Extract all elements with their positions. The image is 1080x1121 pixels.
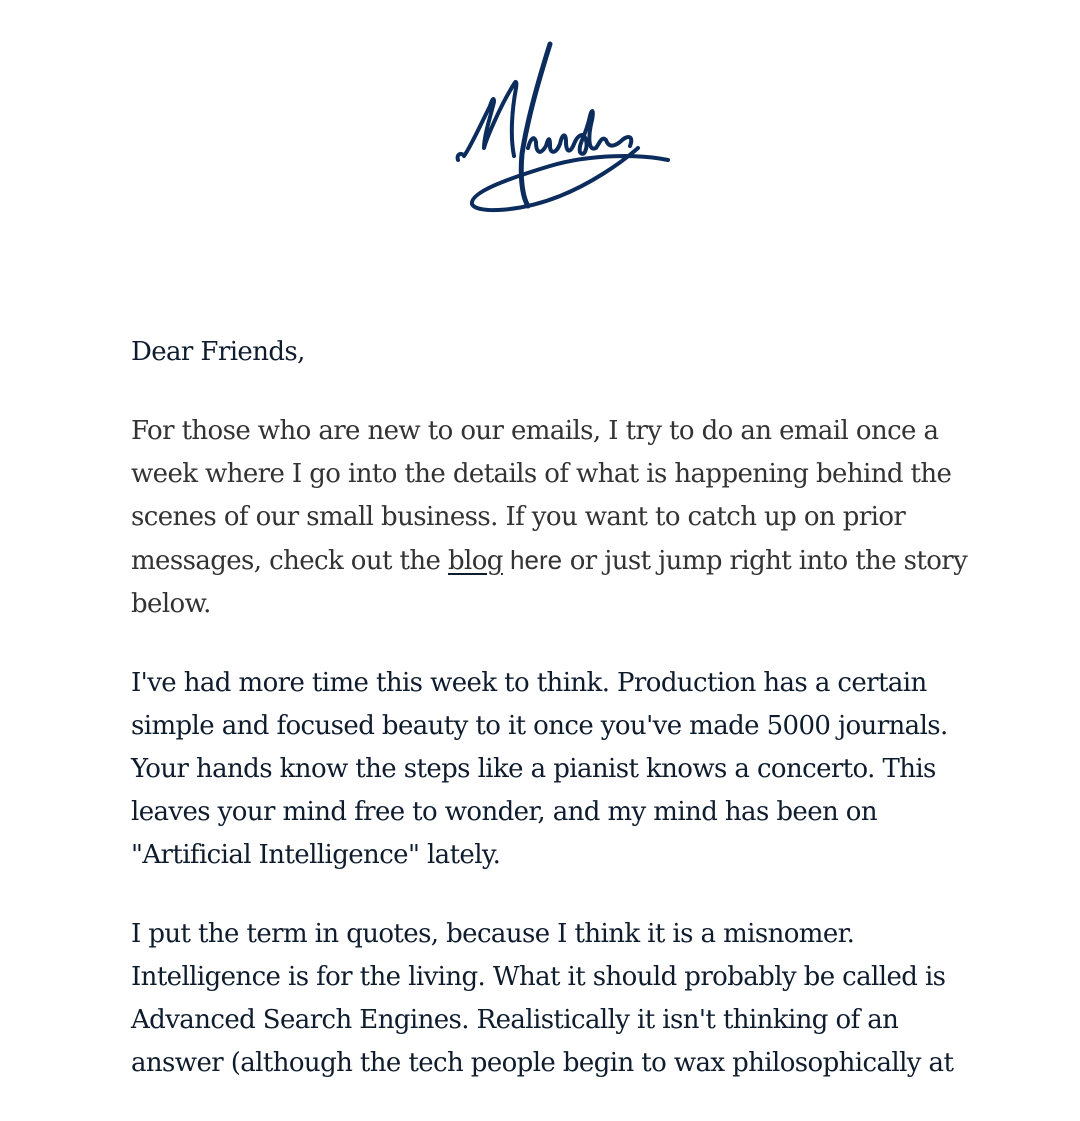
greeting: Dear Friends, — [131, 337, 305, 367]
paragraph-line: "Artificial Intelligence" lately. — [131, 840, 501, 870]
text-segment: or just jump right into the story — [562, 546, 968, 576]
paragraph-line: Intelligence is for the living. What it should probably be called is — [131, 962, 946, 992]
paragraph-line: leaves your mind free to wonder, and my mind has been on — [131, 797, 877, 827]
paragraph-line: I've had more time this week to think. Production has a certain — [131, 668, 927, 698]
here-link[interactable]: here — [502, 545, 563, 575]
paragraph-line: below. — [131, 589, 211, 619]
text-segment: messages, check out the — [131, 546, 448, 576]
paragraph-line: simple and focused beauty to it once you've made 5000 journals. — [131, 711, 948, 741]
paragraph-intro — [131, 410, 1031, 626]
paragraph-production — [131, 662, 1031, 877]
paragraph-line: week where I go into the details of what is happening behind the — [131, 459, 952, 489]
signature-icon — [450, 36, 675, 216]
signature-logo — [450, 36, 675, 216]
paragraph-line: Your hands know the steps like a pianist knows a concerto. This — [131, 754, 936, 784]
paragraph-line: answer (although the tech people begin to wax philosophically at — [131, 1048, 954, 1078]
paragraph-line: Advanced Search Engines. Realistically it isn't thinking of an — [131, 1005, 899, 1035]
paragraph-line: For those who are new to our emails, I try to do an email once a — [131, 416, 939, 446]
letter-body — [131, 331, 1031, 1121]
paragraph-line — [131, 539, 1031, 583]
blog-link[interactable]: blog — [447, 546, 503, 576]
paragraph-line: I put the term in quotes, because I think it is a misnomer. — [131, 919, 855, 949]
paragraph-line: scenes of our small business. If you want to catch up on prior — [131, 502, 906, 532]
paragraph-ai — [131, 913, 1031, 1085]
